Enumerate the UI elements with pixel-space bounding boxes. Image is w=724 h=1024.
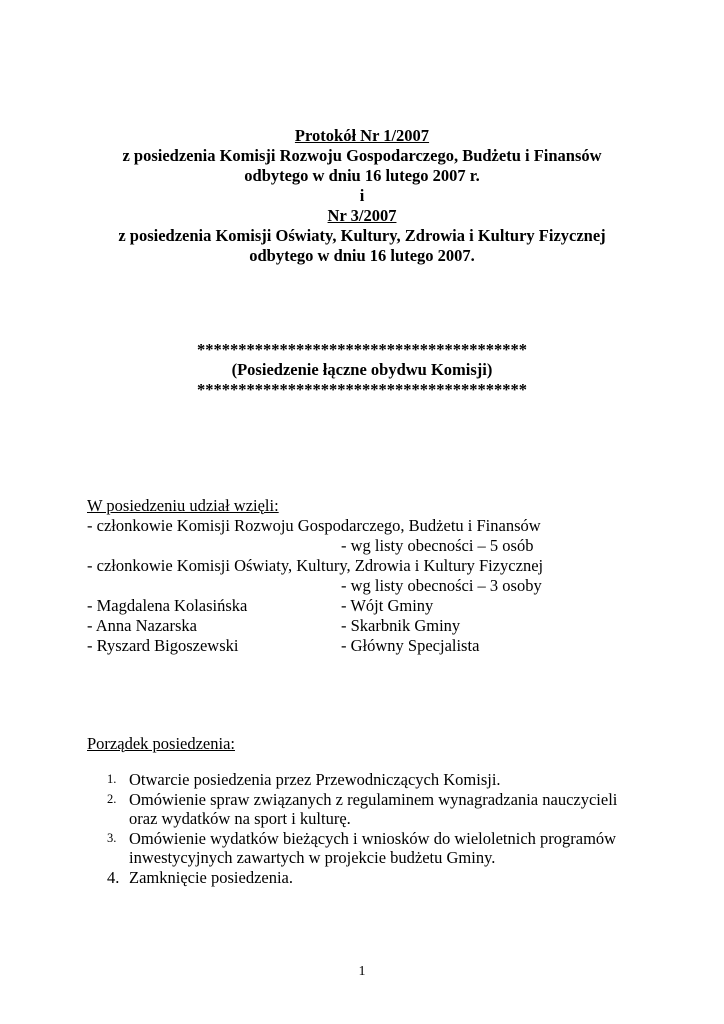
agenda-item-number: 3. (107, 830, 117, 845)
agenda-item-number: 4. (107, 867, 120, 887)
agenda-item-text: Otwarcie posiedzenia przez Przewodniczących Komisji. (129, 770, 501, 789)
protocol-number-1: Protokół Nr 1/2007 (294, 126, 430, 145)
agenda-item-text: Omówienie wydatków bieżących i wniosków do wieloletnich programów (129, 828, 617, 848)
agenda-list (87, 770, 657, 887)
stars-divider-bottom: **************************************** (197, 380, 527, 399)
members-committee-2-count: - wg listy obecności – 3 osoby (341, 576, 542, 595)
joint-meeting-title: (Posiedzenie łączne obydwu Komisji) (231, 360, 493, 379)
committee-2-title: z posiedzenia Komisji Oświaty, Kultury, Zdrowia i Kultury Fizycznej (118, 226, 606, 245)
conjunction: i (359, 186, 365, 205)
attendee-role: - Skarbnik Gminy (341, 616, 461, 635)
agenda-item (87, 790, 657, 829)
agenda-title: Porządek posiedzenia: (87, 734, 235, 753)
members-committee-2: - członkowie Komisji Oświaty, Kultury, Zdrowia i Kultury Fizycznej (87, 556, 544, 575)
agenda-item-text: Omówienie spraw związanych z regulaminem wynagradzania nauczycieli (129, 789, 618, 809)
attendee-row (87, 596, 687, 616)
joint-meeting-banner (0, 340, 724, 400)
agenda-item (87, 770, 657, 790)
attendee-role: - Wójt Gminy (341, 596, 434, 615)
page-number: 1 (358, 964, 366, 979)
attendee-role: - Główny Specjalista (341, 636, 480, 655)
attendee-name: - Magdalena Kolasińska (87, 596, 248, 615)
document-header (0, 126, 724, 266)
protocol-number-2: Nr 3/2007 (327, 206, 397, 225)
attendee-row (87, 616, 687, 636)
agenda-item (87, 829, 657, 868)
agenda-item-text: inwestycyjnych zawartych w projekcie budżetu Gminy. (129, 848, 496, 867)
committee-1-title: z posiedzenia Komisji Rozwoju Gospodarczego, Budżetu i Finansów (122, 146, 602, 165)
agenda-item (87, 868, 657, 888)
members-committee-1-count: - wg listy obecności – 5 osób (341, 536, 534, 555)
agenda-item-text: Zamknięcie posiedzenia. (129, 867, 294, 887)
attendance-section (87, 496, 687, 656)
agenda-item-number: 1. (107, 772, 117, 786)
attendee-name: - Anna Nazarska (87, 616, 197, 635)
agenda-item-text: oraz wydatków na sport i kulturę. (129, 809, 351, 828)
attendee-row (87, 636, 687, 656)
meeting-date-2: odbytego w dniu 16 lutego 2007. (249, 246, 475, 265)
agenda-item-number: 2. (107, 791, 117, 806)
members-committee-1: - członkowie Komisji Rozwoju Gospodarczego, Budżetu i Finansów (87, 516, 541, 535)
stars-divider-top: **************************************** (197, 340, 527, 359)
attendee-name: - Ryszard Bigoszewski (87, 636, 239, 655)
meeting-date-1: odbytego w dniu 16 lutego 2007 r. (244, 166, 480, 185)
attendance-heading: W posiedzeniu udział wzięli: (87, 496, 279, 515)
